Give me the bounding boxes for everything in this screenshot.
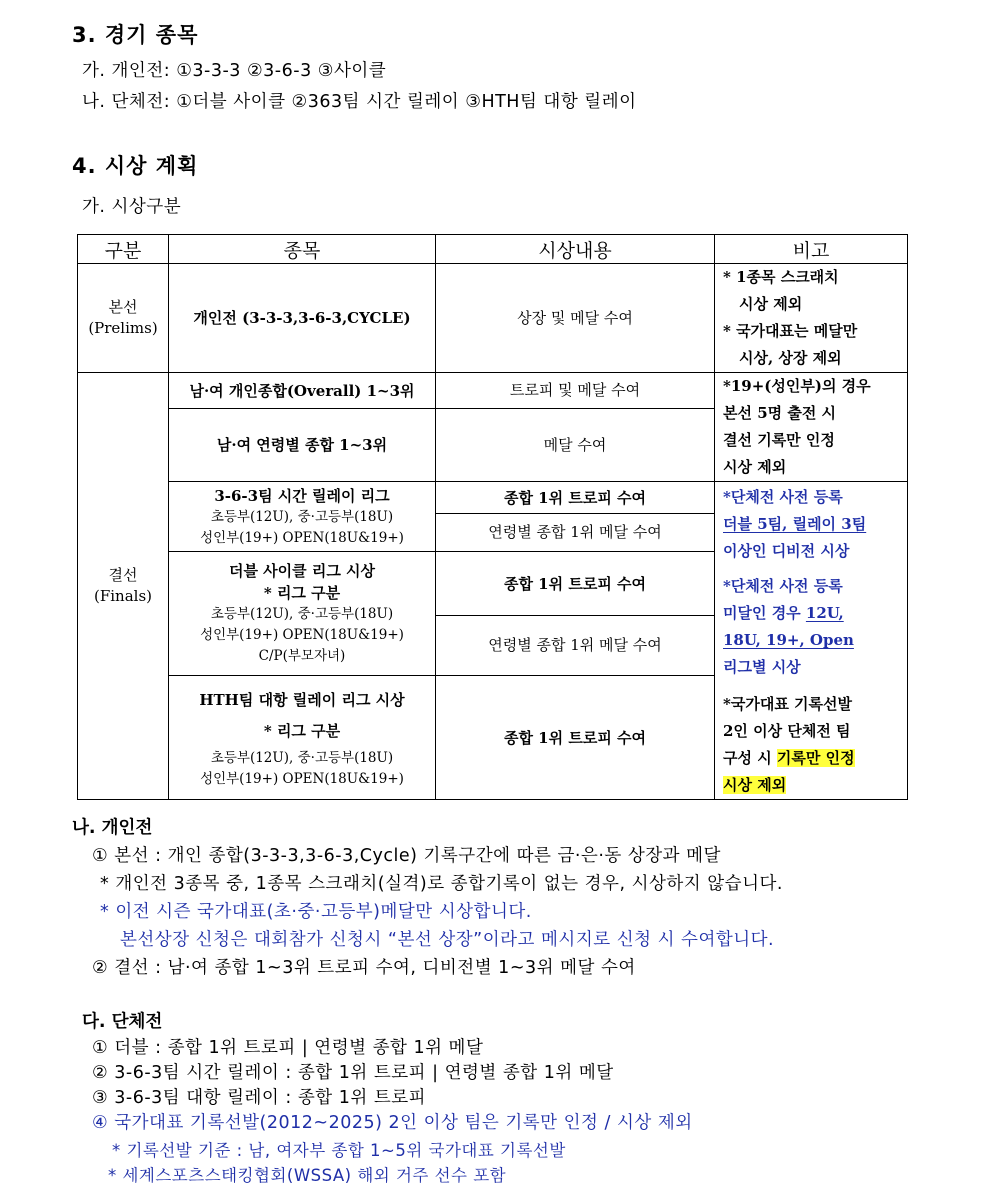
award-table: [77, 234, 908, 800]
relay363-title: 3-6-3팀 시간 릴레이 리그: [214, 486, 390, 505]
team-line3: ③ 3-6-3팀 대항 릴레이 : 종합 1위 트로피: [92, 1088, 427, 1108]
note-line: [723, 772, 907, 799]
finals-age-event: 남·여 연령별 종합 1~3위: [169, 409, 436, 482]
individual-line3: * 이전 시즌 국가대표(초·중·고등부)메달만 시상합니다.: [100, 902, 532, 922]
note-line: *단체전 사전 등록: [723, 488, 843, 506]
table-row: [78, 373, 908, 409]
finals-note-1: [715, 373, 908, 482]
prelims-label-en: (Prelims): [88, 319, 158, 337]
note-line: 시상 제외: [723, 458, 787, 476]
highlight-text: 시상 제외: [723, 776, 787, 794]
prelims-event: 개인전 (3-3-3,3-6-3,CYCLE): [169, 264, 436, 373]
header-event: 종목: [169, 235, 436, 264]
finals-overall-award: 트로피 및 메달 수여: [436, 373, 715, 409]
hth-title: HTH팀 대항 릴레이 리그 시상: [199, 690, 405, 709]
individual-line4: 본선상장 신청은 대회참가 신청시 “본선 상장”이라고 메시지로 신청 시 수여합니다.: [120, 930, 775, 950]
section3-individual: 가. 개인전: ①3-3-3 ②3-6-3 ③사이클: [82, 61, 387, 81]
relay363-event: [169, 482, 436, 552]
team-line1: ① 더블 : 종합 1위 트로피 | 연령별 종합 1위 메달: [92, 1038, 484, 1058]
note-line: * 국가대표는 메달만: [723, 322, 858, 340]
team-line6: * 세계스포츠스태킹협회(WSSA) 해외 거주 선수 포함: [108, 1166, 507, 1185]
hth-event: [169, 676, 436, 800]
team-line4: ④ 국가대표 기록선발(2012~2025) 2인 이상 팀은 기록만 인정 / 시상 제외: [92, 1113, 693, 1133]
note-line: *국가대표 기록선발: [723, 695, 852, 713]
team-line5: * 기록선발 기준 : 남, 여자부 종합 1~5위 국가대표 기록선발: [112, 1141, 566, 1160]
finals-note-2: [715, 482, 908, 800]
finals-label-en: (Finals): [93, 587, 152, 605]
note-line: * 1종목 스크래치: [723, 268, 839, 286]
individual-line2: * 개인전 3종목 중, 1종목 스크래치(실격)로 종합기록이 없는 경우, 시상하지 않습니다.: [100, 874, 783, 894]
note-line: *19+(성인부)의 경우: [723, 377, 871, 395]
note-line: 18U, 19+, Open: [723, 631, 854, 649]
note-line: [723, 745, 907, 772]
prelims-note: [715, 264, 908, 373]
double-sub1: 초등부(12U), 중·고등부(18U): [210, 606, 394, 622]
note-line: 시상, 상장 제외: [739, 349, 842, 367]
table-row: [78, 264, 908, 373]
note-line: 본선 5명 출전 시: [723, 404, 837, 422]
section4-title: 4. 시상 계획: [72, 154, 199, 178]
hth-league: * 리그 구분: [263, 721, 341, 740]
finals-group-cell: [78, 373, 169, 800]
double-award2: 연령별 종합 1위 메달 수여: [436, 616, 715, 676]
individual-line1: ① 본선 : 개인 종합(3-3-3,3-6-3,Cycle) 기록구간에 따른 금·은·동 상장과 메달: [92, 846, 721, 866]
section3-team: 나. 단체전: ①더블 사이클 ②363팀 시간 릴레이 ③HTH팀 대항 릴레이: [82, 92, 637, 112]
note-line: 이상인 디비전 시상: [723, 542, 850, 560]
note-line: 더블 5팀, 릴레이 3팀: [723, 515, 867, 533]
double-league: * 리그 구분: [263, 584, 341, 602]
section3-title: 3. 경기 종목: [72, 23, 199, 47]
note-line: 2인 이상 단체전 팀: [723, 722, 851, 740]
note-line: *단체전 사전 등록: [723, 577, 843, 595]
double-sub3: C/P(부모자녀): [258, 648, 346, 664]
double-award1: 종합 1위 트로피 수여: [436, 552, 715, 616]
note-part: 구성 시: [723, 749, 777, 767]
team-title: 다. 단체전: [82, 1012, 163, 1032]
relay363-award1: 종합 1위 트로피 수여: [436, 482, 715, 514]
relay363-sub2: 성인부(19+) OPEN(18U&19+): [200, 529, 404, 546]
note-part: 12U,: [805, 604, 844, 622]
prelims-group-cell: [78, 264, 169, 373]
team-line2: ② 3-6-3팀 시간 릴레이 : 종합 1위 트로피 | 연령별 종합 1위 메달: [92, 1063, 614, 1083]
prelims-label: 본선: [108, 298, 138, 316]
highlight-text: 기록만 인정: [776, 749, 855, 767]
double-sub2: 성인부(19+) OPEN(18U&19+): [200, 627, 404, 643]
header-note: 비고: [715, 235, 908, 264]
prelims-award: 상장 및 메달 수여: [436, 264, 715, 373]
note-line: [723, 600, 907, 627]
note-part: 미달인 경우: [723, 604, 806, 622]
relay363-sub1: 초등부(12U), 중·고등부(18U): [210, 508, 394, 525]
header-award: 시상내용: [436, 235, 715, 264]
header-category: 구분: [78, 235, 169, 264]
double-title: 더블 사이클 리그 시상: [228, 562, 376, 580]
hth-award: 종합 1위 트로피 수여: [436, 676, 715, 800]
table-row: [78, 482, 908, 514]
note-line: 시상 제외: [739, 295, 803, 313]
note-line: 리그별 시상: [723, 658, 801, 676]
section4-subtitle: 가. 시상구분: [82, 197, 182, 217]
double-event: [169, 552, 436, 676]
note-line: 결선 기록만 인정: [723, 431, 835, 449]
finals-overall-event: 남·여 개인종합(Overall) 1~3위: [169, 373, 436, 409]
finals-age-award: 메달 수여: [436, 409, 715, 482]
finals-label: 결선: [108, 566, 138, 584]
relay363-award2: 연령별 종합 1위 메달 수여: [436, 514, 715, 552]
hth-sub2: 성인부(19+) OPEN(18U&19+): [200, 770, 404, 787]
hth-sub1: 초등부(12U), 중·고등부(18U): [210, 749, 394, 766]
table-header-row: [78, 235, 908, 264]
individual-line5: ② 결선 : 남·여 종합 1~3위 트로피 수여, 디비전별 1~3위 메달 수여: [92, 958, 636, 978]
individual-title: 나. 개인전: [72, 818, 153, 838]
